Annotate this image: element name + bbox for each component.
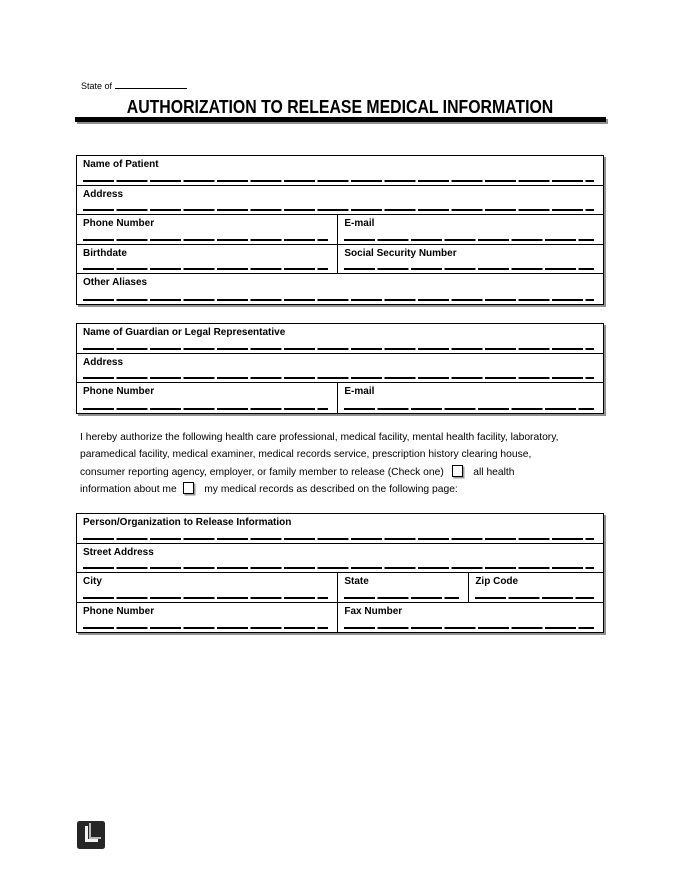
table-row [77,514,603,544]
medical-records-checkbox[interactable] [183,482,195,494]
patient-address-label: Address [83,188,124,200]
patient-aliases-field [77,274,603,304]
patient-email-field [337,215,603,244]
release-street-field [77,544,603,573]
table-row [77,156,603,186]
patient-ssn-label: Social Security Number [344,247,457,259]
patient-birthdate-fill-line[interactable] [83,268,328,270]
authorization-paragraph [80,429,620,498]
patient-address-fill-line[interactable] [83,209,594,211]
table-row [77,573,603,603]
guardian-email-field [337,383,603,413]
release-phone-label: Phone Number [83,605,155,617]
release-city-field [77,573,337,602]
logo-letter-l [85,826,98,842]
release-zip-label: Zip Code [475,576,519,587]
all-health-checkbox[interactable] [452,465,464,477]
guardian-phone-fill-line[interactable] [83,408,328,410]
patient-name-fill-line[interactable] [83,180,594,182]
release-org-table [76,513,604,633]
guardian-name-label: Name of Guardian or Legal Representative [83,327,286,338]
table-row [77,186,603,216]
all-health-option-label: all health [473,466,515,478]
guardian-name-fill-line[interactable] [83,348,594,350]
patient-email-fill-line[interactable] [344,239,594,241]
release-city-label: City [83,576,102,587]
release-fax-field [337,603,603,633]
guardian-phone-field [77,383,337,413]
table-row [77,324,603,354]
table-row [77,245,603,275]
authorization-line-1: I hereby authorize the following health care professional, medical facility, mental health facility, laboratory, [80,432,559,443]
state-of-line [81,79,187,91]
state-fill-line[interactable] [115,79,187,89]
patient-aliases-fill-line[interactable] [83,299,594,301]
patient-birthdate-label: Birthdate [83,247,127,259]
table-row [77,274,603,304]
patient-ssn-fill-line[interactable] [344,268,594,270]
medical-records-option-label: my medical records as described on the following page: [204,483,458,495]
patient-name-field [77,156,603,185]
release-zip-field [468,573,603,602]
release-person-org-field [77,514,603,543]
patient-aliases-label: Other Aliases [83,277,148,288]
guardian-email-fill-line[interactable] [344,408,594,410]
authorization-line-2: paramedical facility, medical examiner, medical records service, prescription history clearing house, [80,449,532,461]
release-zip-fill-line[interactable] [475,597,594,599]
table-row [77,383,603,413]
authorization-line-3 [80,464,620,481]
form-title: AUTHORIZATION TO RELEASE MEDICAL INFORMATION [126,97,554,117]
patient-phone-fill-line[interactable] [83,239,328,241]
release-person-org-label: Person/Organization to Release Information [83,517,292,528]
patient-info-table [76,155,604,305]
guardian-info-table [76,323,604,414]
authorization-line-4 [80,481,620,498]
table-row [77,544,603,574]
release-state-fill-line[interactable] [344,597,459,599]
table-row [77,354,603,384]
patient-phone-field [77,215,337,244]
authorization-line-3-text: consumer reporting agency, employer, or family member to release (Check one) [80,466,444,478]
guardian-address-fill-line[interactable] [83,377,594,379]
legaltemplates-logo [77,821,105,849]
table-row [77,603,603,633]
authorization-line-4-text: information about me [80,483,177,495]
table-row [77,215,603,245]
patient-birthdate-field [77,245,337,274]
guardian-email-label: E-mail [344,386,375,397]
patient-name-label: Name of Patient [83,159,159,170]
release-phone-field [77,603,337,633]
release-fax-fill-line[interactable] [344,627,594,629]
guardian-phone-label: Phone Number [83,386,155,397]
release-street-label: Street Address [83,546,154,558]
patient-ssn-field [337,245,603,274]
patient-phone-label: Phone Number [83,218,155,229]
title-rule [75,117,606,122]
release-phone-fill-line[interactable] [83,627,328,629]
patient-address-field [77,186,603,215]
release-city-fill-line[interactable] [83,597,328,599]
release-street-fill-line[interactable] [83,567,594,569]
release-state-field [337,573,468,602]
release-state-label: State [344,576,369,587]
state-of-label: State of [81,81,113,91]
release-fax-label: Fax Number [344,605,403,617]
guardian-name-field [77,324,603,353]
release-person-org-fill-line[interactable] [83,538,594,540]
guardian-address-label: Address [83,356,124,368]
patient-email-label: E-mail [344,218,375,229]
guardian-address-field [77,354,603,383]
